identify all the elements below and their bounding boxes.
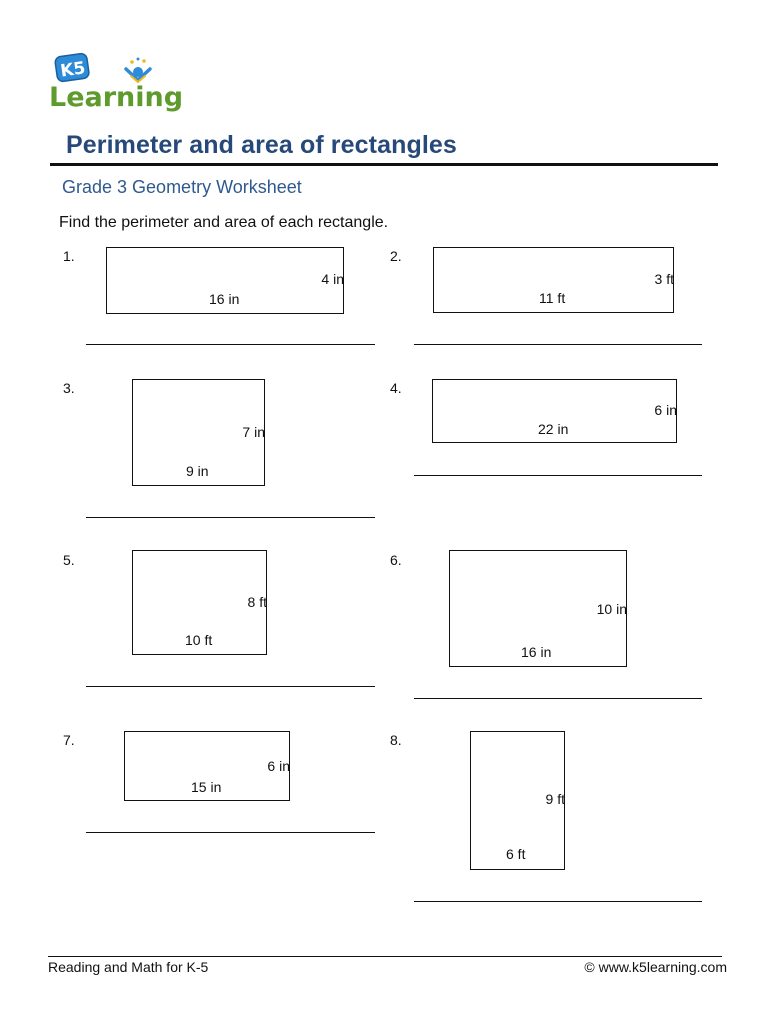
problem-7-width-label: 15 in [191,779,222,795]
problem-8-width-label: 6 ft [506,846,526,862]
problem-3-rectangle [132,379,265,486]
problem-4-rectangle [432,379,677,443]
problem-7-height-label: 6 in [267,758,290,774]
problem-2-rectangle [433,247,674,313]
problem-4-height-label: 6 in [654,402,677,418]
problem-7-answer-line [86,832,375,833]
problem-4-number: 4. [390,380,402,396]
problem-2-width-label: 11 ft [539,290,566,306]
instructions: Find the perimeter and area of each rectangle. [59,214,389,231]
problem-6-answer-line [414,698,702,699]
problem-6-rectangle [449,550,627,667]
problem-8-answer-line [414,901,702,902]
problem-5-height-label: 8 ft [247,594,267,610]
problem-5-answer-line [86,686,375,687]
problem-6-width-label: 16 in [521,644,552,660]
problem-1-rectangle [106,247,344,314]
footer-tagline: Reading and Math for K-5 [48,959,209,975]
problem-8-height-label: 9 ft [545,791,565,807]
problem-8-rectangle [470,731,565,870]
problem-2-number: 2. [390,248,402,264]
title-divider [50,163,718,166]
problem-3-width-label: 9 in [186,463,209,479]
problem-7-number: 7. [63,732,75,748]
logo-learning-text: Learning [49,82,184,113]
footer-divider [48,956,722,957]
problem-3-height-label: 7 in [242,424,265,440]
footer-website: © www.k5learning.com [584,959,727,975]
problem-3-number: 3. [63,380,75,396]
worksheet-subtitle: Grade 3 Geometry Worksheet [62,177,302,197]
problem-1-answer-line [86,344,375,345]
logo-k5-text: K5 [59,58,87,82]
problem-5-number: 5. [63,552,75,568]
logo-star-person-icon [126,58,150,83]
problem-2-height-label: 3 ft [654,271,674,287]
problem-5-width-label: 10 ft [185,632,213,648]
problem-4-answer-line [414,475,702,476]
problem-4-width-label: 22 in [538,421,569,437]
problem-5-rectangle [132,550,267,655]
k5-learning-logo [48,52,188,114]
problem-1-width-label: 16 in [209,291,240,307]
problem-1-number: 1. [63,248,75,264]
k5-learning-logo-graphic [48,52,188,114]
problem-2-answer-line [414,344,702,345]
problem-3-answer-line [86,517,375,518]
problem-7-rectangle [124,731,290,801]
problem-6-height-label: 10 in [596,601,627,617]
problem-1-height-label: 4 in [321,271,344,287]
page-title: Perimeter and area of rectangles [66,131,457,159]
problem-6-number: 6. [390,552,402,568]
problem-8-number: 8. [390,732,402,748]
